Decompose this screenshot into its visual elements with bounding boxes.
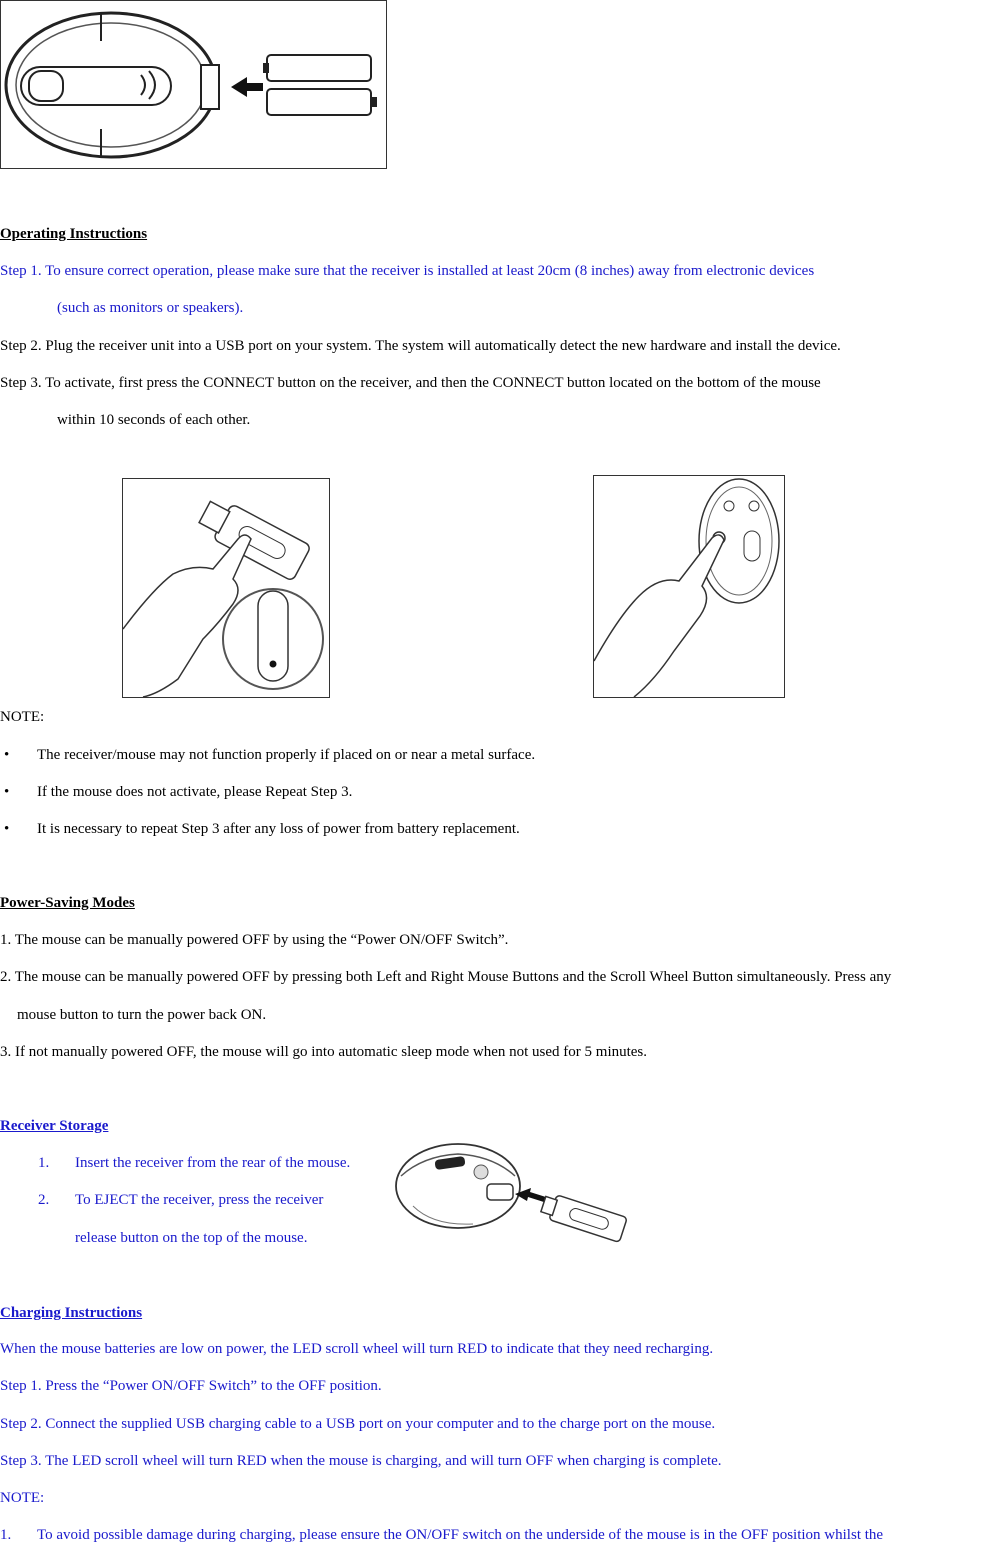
charging-heading: Charging Instructions	[0, 1305, 143, 1321]
operating-note-3-text: It is necessary to repeat Step 3 after any loss of power from battery replacement.	[37, 821, 520, 837]
charging-note-number-1: 1.	[0, 1527, 12, 1543]
receiver-storage-heading: Receiver Storage	[0, 1118, 109, 1134]
charging-step3: Step 3. The LED scroll wheel will turn RED when the mouse is charging, and will turn OFF when charging is complete.	[0, 1453, 722, 1469]
operating-step1-line2: (such as monitors or speakers).	[57, 300, 244, 316]
receiver-storage-figure	[393, 1136, 633, 1256]
operating-note-2-text: If the mouse does not activate, please Repeat Step 3.	[37, 784, 353, 800]
power-saving-heading: Power-Saving Modes	[0, 895, 135, 911]
bullet-icon: •	[4, 747, 10, 763]
bullet-icon: •	[4, 784, 10, 800]
charging-note-label: NOTE:	[0, 1490, 45, 1506]
receiver-storage-number-2: 2.	[38, 1192, 50, 1208]
receiver-storage-item-2-line1: To EJECT the receiver, press the receiver	[75, 1192, 324, 1208]
charging-intro: When the mouse batteries are low on power, the LED scroll wheel will turn RED to indicate that they need recharging.	[0, 1341, 714, 1357]
mouse-connect-figure	[593, 475, 785, 698]
power-saving-item-2-line2: mouse button to turn the power back ON.	[17, 1007, 267, 1023]
battery-insertion-figure	[0, 0, 387, 169]
charging-note-1: To avoid possible damage during charging, please ensure the ON/OFF switch on the underside of the mouse is in the OFF position whilst the	[37, 1527, 884, 1543]
operating-step3-line1: Step 3. To activate, first press the CONNECT button on the receiver, and then the CONNECT button located on the bottom of the mouse	[0, 375, 821, 391]
operating-step2: Step 2. Plug the receiver unit into a USB port on your system. The system will automatically detect the new hardware and install the device.	[0, 338, 841, 354]
operating-note-label: NOTE:	[0, 709, 45, 725]
charging-step2: Step 2. Connect the supplied USB charging cable to a USB port on your computer and to the charge port on the mouse.	[0, 1416, 716, 1432]
receiver-storage-item-2-line2: release button on the top of the mouse.	[75, 1230, 308, 1246]
charging-step1: Step 1. Press the “Power ON/OFF Switch” to the OFF position.	[0, 1378, 382, 1394]
operating-step1-line1: Step 1. To ensure correct operation, please make sure that the receiver is installed at least 20cm (8 inches) away from electronic devices	[0, 263, 815, 279]
power-saving-item-3: 3. If not manually powered OFF, the mouse will go into automatic sleep mode when not used for 5 minutes.	[0, 1044, 648, 1060]
receiver-connect-figure	[122, 478, 330, 698]
operating-step3-line2: within 10 seconds of each other.	[57, 412, 251, 428]
power-saving-item-2-line1: 2. The mouse can be manually powered OFF by pressing both Left and Right Mouse Buttons and the Scroll Wheel Button simultaneously. Press any	[0, 969, 892, 985]
power-saving-item-1: 1. The mouse can be manually powered OFF by using the “Power ON/OFF Switch”.	[0, 932, 509, 948]
operating-instructions-heading: Operating Instructions	[0, 226, 148, 242]
receiver-storage-number-1: 1.	[38, 1155, 50, 1171]
receiver-storage-item-1: Insert the receiver from the rear of the mouse.	[75, 1155, 351, 1171]
bullet-icon: •	[4, 821, 10, 837]
operating-note-1-text: The receiver/mouse may not function properly if placed on or near a metal surface.	[37, 747, 536, 763]
